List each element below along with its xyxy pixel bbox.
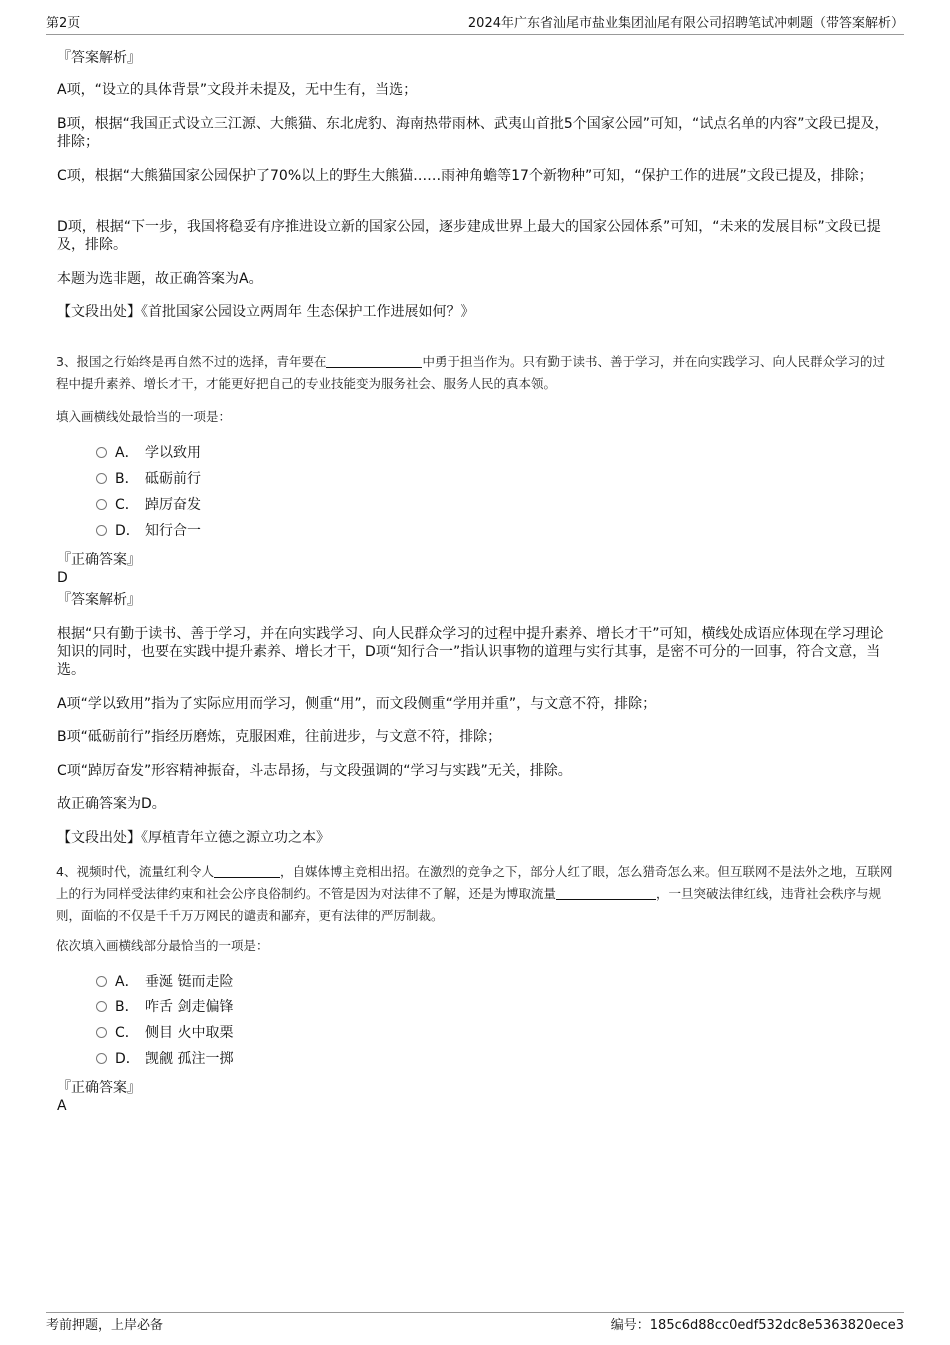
q2-analysis-label: 『答案解析』 <box>57 50 141 66</box>
q3-analysis-label: 『答案解析』 <box>57 592 141 608</box>
radio-icon[interactable] <box>96 525 107 536</box>
q3-answer-label: 『正确答案』 <box>57 552 141 568</box>
q2-conclusion: 本题为选非题，故正确答案为A。 <box>57 271 263 287</box>
radio-icon[interactable] <box>96 976 107 987</box>
radio-icon[interactable] <box>96 447 107 458</box>
q3-prompt: 填入画横线处最恰当的一项是： <box>56 409 232 424</box>
q2-analysis-c: C项，根据“大熊猫国家公园保护了70%以上的野生大熊猫……雨神角蟾等17个新物种”可知，“保护工作的进展”文段已提及，排除； <box>57 168 873 184</box>
page-number: 第2页 <box>46 16 81 31</box>
q4-option-d[interactable]: D． 觊觎 孤注一掷 <box>96 1050 233 1068</box>
q3-option-b[interactable]: B． 砥砺前行 <box>96 470 201 488</box>
q3-stem-part1: 3、报国之行始终是再自然不过的选择，青年要在 <box>56 354 327 369</box>
radio-icon[interactable] <box>96 499 107 510</box>
q3-stem-part2: 中勇于担当作为。只有勤于读书、善于学习，并在向实践学习、向人民群众学习的过程中提升素养、增长才干，才能更好把自己的专业技能变为服务社会、服务人民的真本领。 <box>56 354 885 391</box>
q3-analysis-a: A项“学以致用”指为了实际应用而学习，侧重“用”，而文段侧重“学用并重”，与文意不符，排除； <box>57 696 657 712</box>
page-header <box>46 16 904 35</box>
q4-option-c[interactable]: C． 侧目 火中取栗 <box>96 1024 233 1042</box>
q4-answer: A <box>57 1098 67 1114</box>
q2-analysis-d: D项，根据“下一步，我国将稳妥有序推进设立新的国家公园，逐步建成世界上最大的国家公园体系”可知，“未来的发展目标”文段已提及，排除。 <box>57 219 881 253</box>
q3-stem <box>56 351 896 395</box>
q4-stem <box>56 861 896 927</box>
q3-blank <box>326 355 422 368</box>
q3-option-a[interactable]: A． 学以致用 <box>96 444 201 462</box>
q4-stem-part1: 4、视频时代，流量红利令人 <box>56 864 214 879</box>
q3-analysis-c: C项“踔厉奋发”形容精神振奋，斗志昂扬，与文段强调的“学习与实践”无关，排除。 <box>57 763 572 779</box>
page-footer <box>46 1312 904 1335</box>
radio-icon[interactable] <box>96 473 107 484</box>
q4-stem-part2: ，自媒体博主竞相出招。在激烈的竞争之下，部分人红了眼，怎么猎奇怎么来。但互联网不是法外之地，互联网上的行为同样受法律约束和社会公序良俗制约。不管是因为对法律不了解，还是为博取流量 <box>56 864 893 901</box>
footer-slogan: 考前押题，上岸必备 <box>46 1318 164 1333</box>
radio-icon[interactable] <box>96 1001 107 1012</box>
q3-option-c[interactable]: C． 踔厉奋发 <box>96 496 201 514</box>
document-id: 编号：185c6d88cc0edf532dc8e5363820ece3 <box>610 1318 904 1333</box>
q4-prompt: 依次填入画横线部分最恰当的一项是： <box>56 938 269 953</box>
q3-conclusion: 故正确答案为D。 <box>57 796 166 812</box>
q3-analysis-b: B项“砥砺前行”指经历磨炼，克服困难，往前进步，与文意不符，排除； <box>57 729 502 745</box>
q3-answer: D <box>57 570 68 586</box>
q3-option-d[interactable]: D． 知行合一 <box>96 522 201 540</box>
q3-analysis: 根据“只有勤于读书、善于学习，并在向实践学习、向人民群众学习的过程中提升素养、增长才干”可知，横线处成语应体现在学习理论知识的同时，也要在实践中提升素养、增长才干，D项“知行合一”指认识事物的道理与实行其事，是密不可分的一回事，符合文意，当选。 <box>57 626 884 678</box>
radio-icon[interactable] <box>96 1027 107 1038</box>
q4-option-b[interactable]: B． 咋舌 剑走偏锋 <box>96 998 233 1016</box>
q4-blank-2 <box>556 887 656 900</box>
q4-blank-1 <box>214 865 280 878</box>
document-title: 2024年广东省汕尾市盐业集团汕尾有限公司招聘笔试冲刺题（带答案解析） <box>467 16 904 31</box>
q2-source: 【文段出处】《首批国家公园设立两周年 生态保护工作进展如何？》 <box>57 304 475 320</box>
q2-analysis-b: B项，根据“我国正式设立三江源、大熊猫、东北虎豹、海南热带雨林、武夷山首批5个国家公园”可知，“试点名单的内容”文段已提及，排除； <box>57 116 889 150</box>
q2-analysis-a: A项，“设立的具体背景”文段并未提及，无中生有，当选； <box>57 82 418 98</box>
q4-option-a[interactable]: A． 垂涎 铤而走险 <box>96 973 233 991</box>
q4-answer-label: 『正确答案』 <box>57 1080 141 1096</box>
radio-icon[interactable] <box>96 1053 107 1064</box>
q3-source: 【文段出处】《厚植青年立德之源立功之本》 <box>57 830 330 846</box>
q4-stem-part3: ，一旦突破法律红线，违背社会秩序与规则，面临的不仅是千千万万网民的谴责和鄙弃，更有法律的严厉制裁。 <box>56 886 882 923</box>
